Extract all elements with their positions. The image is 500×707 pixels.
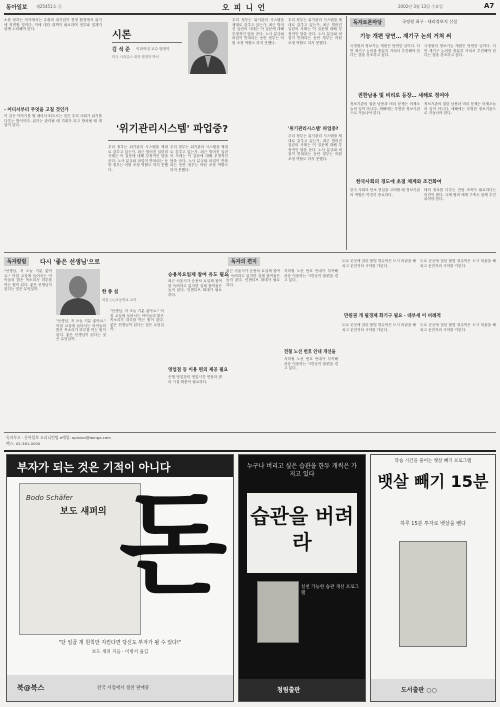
right-column-divider [346, 16, 347, 250]
ad3-publisher: 도서출판 ○○ [401, 687, 437, 694]
debate-block [350, 16, 496, 250]
debate-text-4a: 한국 사회의 안보 현실을 고려할 때 정보기관의 역할은 여전히 중요하다. [350, 188, 420, 197]
reader-column-tag: 독자칼럼 [4, 257, 29, 266]
portrait-icon [56, 269, 100, 315]
column-headline: '위기관리시스템' 파업중? [116, 124, 229, 135]
reader-letters-right [342, 255, 496, 430]
page-number: A7 [484, 2, 495, 10]
mid-column-text-b: 우리 정부는 위기관리 시스템을 제대로 갖추고 있는가. 최근 벌어진 일련의 사태는 이 질문에 대해 부정적인 답을 준다. 노사 분규와 파업이 반복되는 동안 정부는 어떤 조정 역할도 하지 못했다. [288, 18, 342, 45]
ad2-bottom-bar [239, 679, 365, 701]
ad3-book-cover [399, 541, 467, 647]
ad1-caption: "단 일곱 개 원칙만 지킨다면 당신도 부자가 될 수 있다!" [58, 640, 182, 646]
page-header [0, 0, 500, 14]
reader-column-text-b: "선생님, 저 오늘 기분 좋아요." 아침 교실에 들어서는 아이들의 밝은 목소리가 하루를 여는 힘이 된다. 좋은 선생님이 된다는 것은 무엇일까. [56, 319, 106, 342]
letter-text-2: 은행 영업점의 영업시간 연장과 편의 시설 확충이 필요하다. [168, 375, 222, 384]
left-lead-text: 소를 당하는 자식에서는 수출과 대기업이 경영 환경에서 위기에 직면할 것이다. 이에 대한 대책이 필요하며 정부와 업계가 함께 노력해야 한다. [4, 18, 102, 32]
ad1-headline: 부자가 되는 것은 기적이 아니다 [17, 461, 171, 474]
reader-letters-block [168, 255, 338, 430]
ad2-book-cover [257, 581, 299, 643]
ads-top-rule [4, 450, 496, 452]
ad1-footer-text: 전국 서점에서 절찬 판매중 [97, 686, 150, 691]
section-title: 오 피 니 언 [222, 3, 266, 12]
reader-author-info: 서울 ○○초등학교 교사 [102, 298, 137, 302]
right-letter-headline-1: 만원권 개 필경제 화기구 필요 · 대부세 이 비례적 [344, 314, 441, 319]
debate-headline-4: 한국사회의 경도에 초점 체계와 조건화여 [356, 180, 442, 185]
mid-column-text-c: 우리 정부는 위기관리 시스템을 제대로 갖추고 있는가. 최근 벌어진 일련의 사태는 이 질문에 대해 부정적인 답을 준다. 노사 분규와 파업이 반복되는 동안 정부는 어떤 조정 역할도 하지 못했다. [288, 134, 342, 161]
ad2-headline: 습관을 버려라 [250, 504, 354, 554]
reader-author: 한 종 섭 [102, 290, 119, 295]
mid-horizontal-rule [4, 252, 496, 253]
debate-text-1b: 국정원의 정보기능 개편은 당연한 일이다. 다만 재기구 논의를 충분히 거쳐서 추진해야 한다는 점을 강조하고 싶다. [424, 44, 496, 58]
right-letter-text-3: 도로 곳곳에 걸린 불법 현수막은 도시 미관을 해치고 운전자의 시야를 가린다. [342, 323, 416, 332]
column-author-sub: 미국 시라큐스 대학 행정학 박사 [112, 55, 159, 59]
letter-text-5: 지하철 노선 번호 안내가 부족해 처음 이용하는 시민들이 불편을 겪고 있다. [284, 357, 338, 371]
left-body-text: 이 같은 이야기를 할 때마다 떠오르는 것은 우리 사회가 위기를 다루는 방식이다. 위기는 관리될 때 기회가 되고 방치될 때 재앙이 된다. [4, 114, 102, 128]
portrait-icon [188, 22, 228, 74]
reader-author-photo [56, 269, 100, 315]
debate-text-2b: 정보기관의 권한 남용과 비리 문제는 어제오늘의 일이 아니다. 새해에는 투명한 정보기관으로 거듭나야 한다. [424, 102, 496, 116]
right-letter-text-4: 도로 곳곳에 걸린 불법 현수막은 도시 미관을 해치고 운전자의 시야를 가린다. [420, 323, 496, 332]
letter-text-3: 최근 서울시가 승용차 요일제 참여를 독려하고 있지만 실제 참여율은 높지 않다. 인센티브 확대가 필요하다. [226, 269, 280, 287]
reader-column-headline: 다시 '좋은 선생님'으로 [40, 259, 101, 266]
header-rule [4, 13, 496, 15]
right-letter-text-1: 도로 곳곳에 걸린 불법 현수막은 도시 미관을 해치고 운전자의 시야를 가린다. [342, 259, 416, 268]
debate-headline-1: 기능 개편 당연… 재기구 논의 거쳐 써 [360, 34, 452, 40]
reader-letters-tag: 독자의 편지 [228, 257, 260, 266]
book-ad-belly[interactable] [370, 454, 496, 702]
debate-headline-2: 권한남용 및 비리로 등장… 새해로 정여야 [358, 93, 449, 99]
debate-text-2a: 정보기관의 권한 남용과 비리 문제는 어제오늘의 일이 아니다. 새해에는 투명한 정보기관으로 거듭나야 한다. [350, 102, 420, 116]
ad1-author-en: Bodo Schäfer [26, 494, 73, 502]
column-text-b: 우리 정부는 위기관리 시스템을 제대로 갖추고 있는가. 최근 벌어진 일련의 사태는 이 질문에 대해 부정적인 답을 준다. 노사 분규와 파업이 반복되는 동안 정부는 어떤 조정 역할도 하지 못했다. [170, 145, 228, 172]
letter-text-4: 지하철 노선 번호 안내가 부족해 처음 이용하는 시민들이 불편을 겪고 있다. [284, 269, 338, 283]
letter-text-1: 최근 서울시가 승용차 요일제 참여를 독려하고 있지만 실제 참여율은 높지 않다. 인센티브 확대가 필요하다. [168, 279, 222, 297]
left-subhead: - 어디서부터 무엇을 고칠 것인가 [4, 108, 69, 113]
mid-subhead: '위기관리시스템' 파업중? [288, 127, 339, 132]
newspaper-name: 동아일보 [6, 5, 28, 11]
letter-headline-1: 승용차요일제 참여 유도 필요 [168, 273, 229, 278]
issue-number: 제25451호 ⓐ [36, 4, 62, 9]
debate-text-4b: 테러 정보를 다루는 전담 조직이 필요하다는 의견이 많다. 국제 협력 체계 구축도 함께 추진되어야 한다. [424, 188, 496, 202]
column-author-info: 이화여대 교수·행정학 [136, 47, 170, 51]
column-tag-rule [112, 42, 182, 43]
reader-column-text-c: "선생님, 저 오늘 기분 좋아요." 아침 교실에 들어서는 아이들의 밝은 목소리가 하루를 여는 힘이 된다. 좋은 선생님이 된다는 것은 무엇일까. [110, 309, 164, 332]
footer-rule [4, 432, 496, 433]
letter-headline-3: 전철 노선 번호 안내 개선을 [284, 350, 336, 355]
column-text-a: 우리 정부는 위기관리 시스템을 제대로 갖추고 있는가. 최근 벌어진 일련의 사태는 이 질문에 대해 부정적인 답을 준다. 노사 분규와 파업이 반복되는 동안 정부는 어떤 조정 역할도 하지 못했다. [108, 145, 168, 172]
footer-contact: 독자투고 · 동아일보 오피니언팀 e메일: opinion@donga.com [6, 435, 111, 440]
column-tag: 시론 [112, 30, 132, 41]
ad3-top: 학습 시간을 줄이는 뱃살 빼기 프로그램 [394, 459, 472, 464]
debate-tag-sub: 국정원 최구 · 테러정보지 신설 [402, 19, 458, 24]
ad2-small: 실천 가능한 습관 개선 프로그램 [301, 585, 359, 596]
column-author-photo [188, 22, 228, 74]
reader-column-text-a: "선생님, 저 오늘 기분 좋아요." 아침 교실에 들어서는 아이들의 밝은 목소리가 하루를 여는 힘이 된다. 좋은 선생님이 된다는 것은 무엇일까. [4, 269, 52, 292]
column-author: 김 석 준 [112, 47, 130, 53]
mid-column-text-a: 우리 정부는 위기관리 시스템을 제대로 갖추고 있는가. 최근 벌어진 일련의 사태는 이 질문에 대해 부정적인 답을 준다. 노사 분규와 파업이 반복되는 동안 정부는 어떤 조정 역할도 하지 못했다. [232, 18, 284, 45]
footer-fax: 팩스: 02-361-0000 [6, 441, 41, 446]
book-ad-money[interactable] [6, 454, 234, 702]
ad1-book-prefix: 보도 섀퍼의 [60, 507, 107, 517]
ad3-sub: 하루 15분 투자로 뱃살을 뺀다 [400, 521, 466, 527]
ad2-top: 누구나 버리고 싶은 습관을 한두 개씩은 가지고 있다 [247, 463, 357, 478]
column-headline-rule [108, 140, 228, 141]
ad2-publisher: 청림출판 [277, 687, 301, 694]
debate-tag: 독자토론마당 [350, 18, 385, 27]
debate-text-1a: 국정원의 정보기능 개편은 당연한 일이다. 다만 재기구 논의를 충분히 거쳐서 추진해야 한다는 점을 강조하고 싶다. [350, 44, 420, 58]
ad1-caption-2: 보도 섀퍼 지음 · 이병서 옮김 [91, 650, 149, 655]
ad1-publisher: 북@북스 [17, 684, 45, 692]
reader-column-block [4, 255, 164, 430]
book-ad-habit[interactable] [238, 454, 366, 702]
ad1-big-character: 돈 [119, 479, 228, 610]
publish-date: 2002년 3월 13일 수요일 [398, 4, 443, 9]
right-letter-text-2: 도로 곳곳에 걸린 불법 현수막은 도시 미관을 해치고 운전자의 시야를 가린다. [420, 259, 496, 268]
ad3-headline: 뱃살 빼기 15분 [377, 472, 489, 491]
letter-headline-2: 영업점 등 이용 편의 제공 필요 [168, 368, 228, 373]
